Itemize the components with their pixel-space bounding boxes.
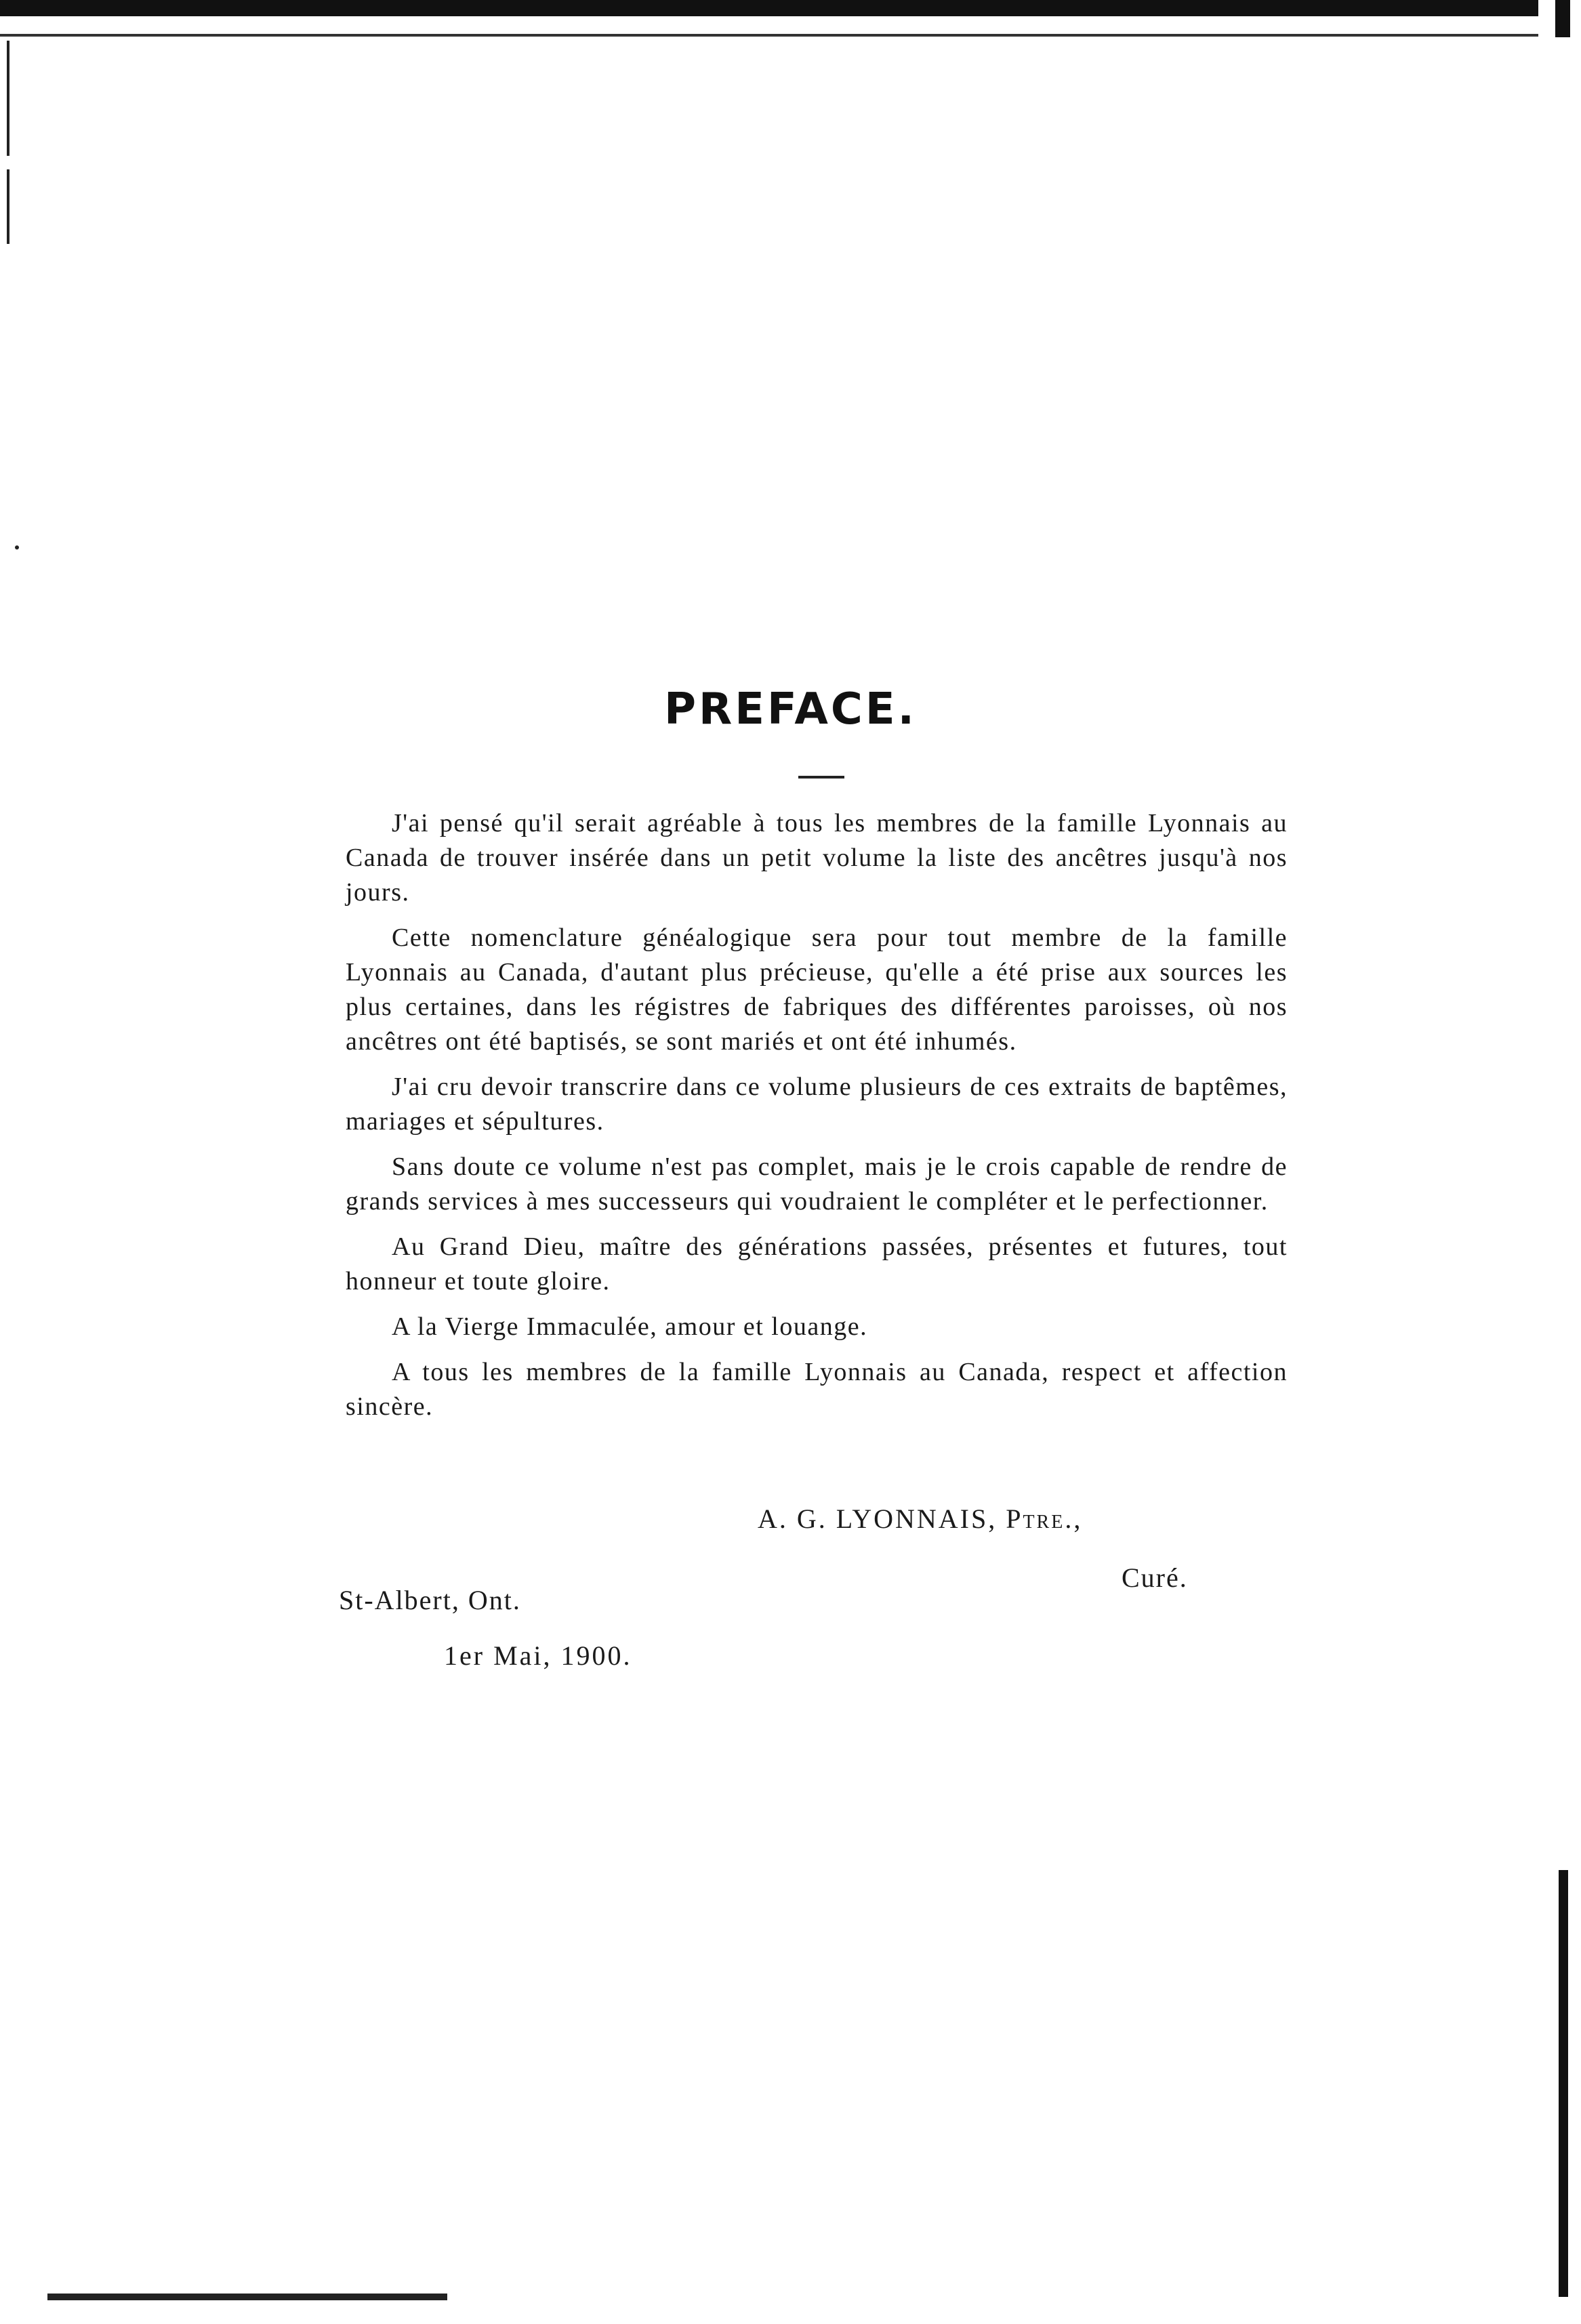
paragraph: A la Vierge Immaculée, amour et louange. [392, 1312, 868, 1341]
signature-title: Ptre., [1006, 1503, 1083, 1534]
paragraph: Au Grand Dieu, maître des générations passées, présentes et futures, tout honneur et toute gloire. [346, 1232, 1288, 1295]
scan-bottom-line [47, 2294, 447, 2300]
page-title: PREFACE. [664, 684, 917, 734]
scan-speck [15, 545, 19, 549]
scan-left-edge-mark [7, 169, 9, 244]
place-line: St-Albert, Ont. [339, 1585, 521, 1615]
paragraph: Cette nomenclature généalogique sera pour tout membre de la famille Lyonnais au Canada, d'autant plus précieuse, qu'elle a été prise aux sources les plus certaines, dans les régistres de fabriques des différentes paroisses, où nos ancêtres ont été baptisés, se sont mariés et ont été inhumés. [346, 924, 1288, 1056]
scan-top-line [0, 34, 1538, 37]
preface-body [346, 806, 1288, 1435]
scan-left-edge-mark [7, 41, 9, 156]
paragraph: J'ai pensé qu'il serait agréable à tous les membres de la famille Lyonnais au Canada de trouver insérée dans un petit volume la liste des ancêtres jusqu'à nos jours. [346, 809, 1288, 907]
title-divider [798, 776, 844, 779]
signature-name: A. G. LYONNAIS, [758, 1503, 998, 1534]
signature-role: Curé. [1122, 1562, 1188, 1593]
scan-right-edge-bar [1559, 1870, 1568, 2297]
paragraph: J'ai cru devoir transcrire dans ce volume plusieurs de ces extraits de baptêmes, mariages et sépultures. [346, 1073, 1288, 1136]
paragraph: Sans doute ce volume n'est pas complet, mais je le crois capable de rendre de grands services à mes successeurs qui voudraient le compléter et le perfectionner. [346, 1153, 1288, 1216]
paragraph: A tous les membres de la famille Lyonnais au Canada, respect et affection sincère. [346, 1358, 1288, 1421]
signature [758, 1503, 1082, 1535]
scan-right-edge-mark [1555, 0, 1570, 37]
scan-top-border [0, 0, 1538, 16]
date-line: 1er Mai, 1900. [444, 1640, 632, 1671]
